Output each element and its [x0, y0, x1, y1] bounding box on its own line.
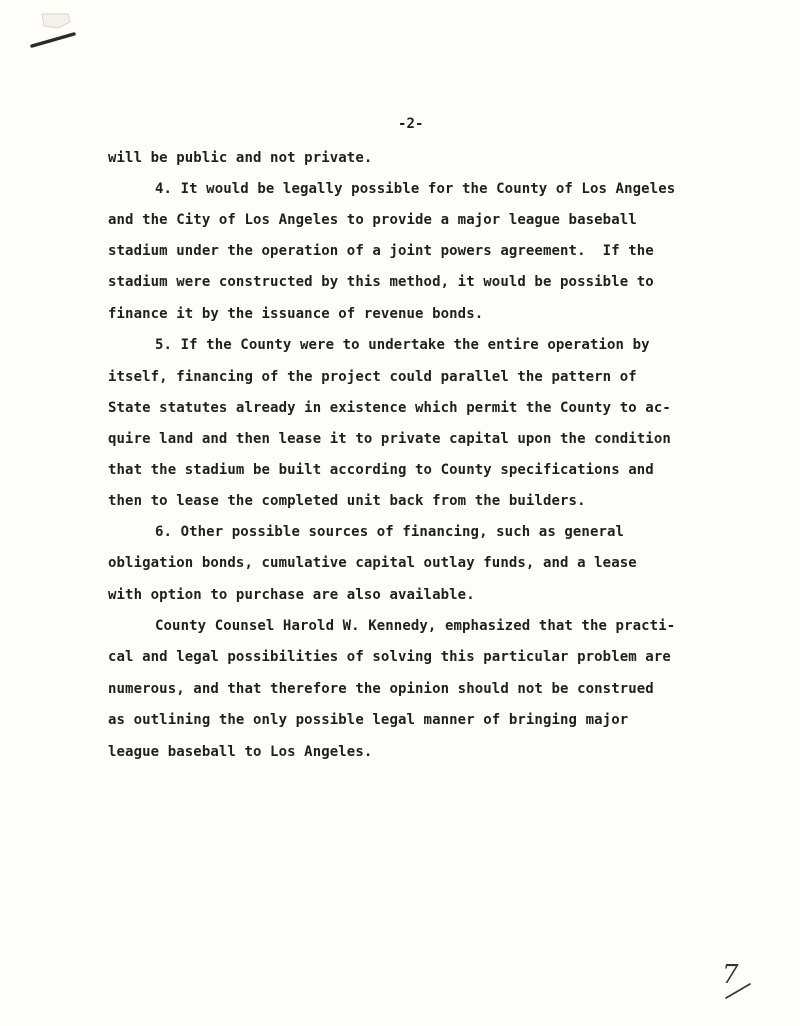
text-line: with option to purchase are also available.	[108, 587, 475, 603]
text-line: and the City of Los Angeles to provide a major league baseball	[108, 212, 637, 228]
text-line: quire land and then lease it to private capital upon the condition	[108, 431, 671, 447]
handwritten-stroke-icon	[722, 962, 756, 1002]
text-line: then to lease the completed unit back from the builders.	[108, 493, 586, 509]
text-line: finance it by the issuance of revenue bonds.	[108, 306, 484, 322]
handwritten-mark-text: 7	[722, 960, 739, 990]
text-line: 4. It would be legally possible for the County of Los Angeles	[155, 181, 676, 197]
text-line: will be public and not private.	[108, 150, 373, 166]
text-line: stadium were constructed by this method, it would be possible to	[108, 274, 654, 290]
text-line: stadium under the operation of a joint powers agreement. If the	[108, 243, 654, 259]
text-line: obligation bonds, cumulative capital outlay funds, and a lease	[108, 555, 637, 571]
text-line: league baseball to Los Angeles.	[108, 744, 373, 760]
text-line: 5. If the County were to undertake the entire operation by	[155, 337, 650, 353]
text-line: State statutes already in existence which permit the County to ac-	[108, 400, 671, 416]
text-line: cal and legal possibilities of solving this particular problem are	[108, 649, 671, 665]
handwritten-page-mark	[722, 962, 756, 1002]
text-line: 6. Other possible sources of financing, such as general	[155, 524, 625, 540]
text-line: itself, financing of the project could parallel the pattern of	[108, 369, 637, 385]
staple-mark-icon	[28, 8, 88, 58]
text-line: that the stadium be built according to County specifications and	[108, 462, 654, 478]
text-line: as outlining the only possible legal manner of bringing major	[108, 712, 629, 728]
page-number: -2-	[398, 116, 424, 132]
text-line: numerous, and that therefore the opinion should not be construed	[108, 681, 654, 697]
text-line: County Counsel Harold W. Kennedy, emphasized that the practi-	[155, 618, 676, 634]
